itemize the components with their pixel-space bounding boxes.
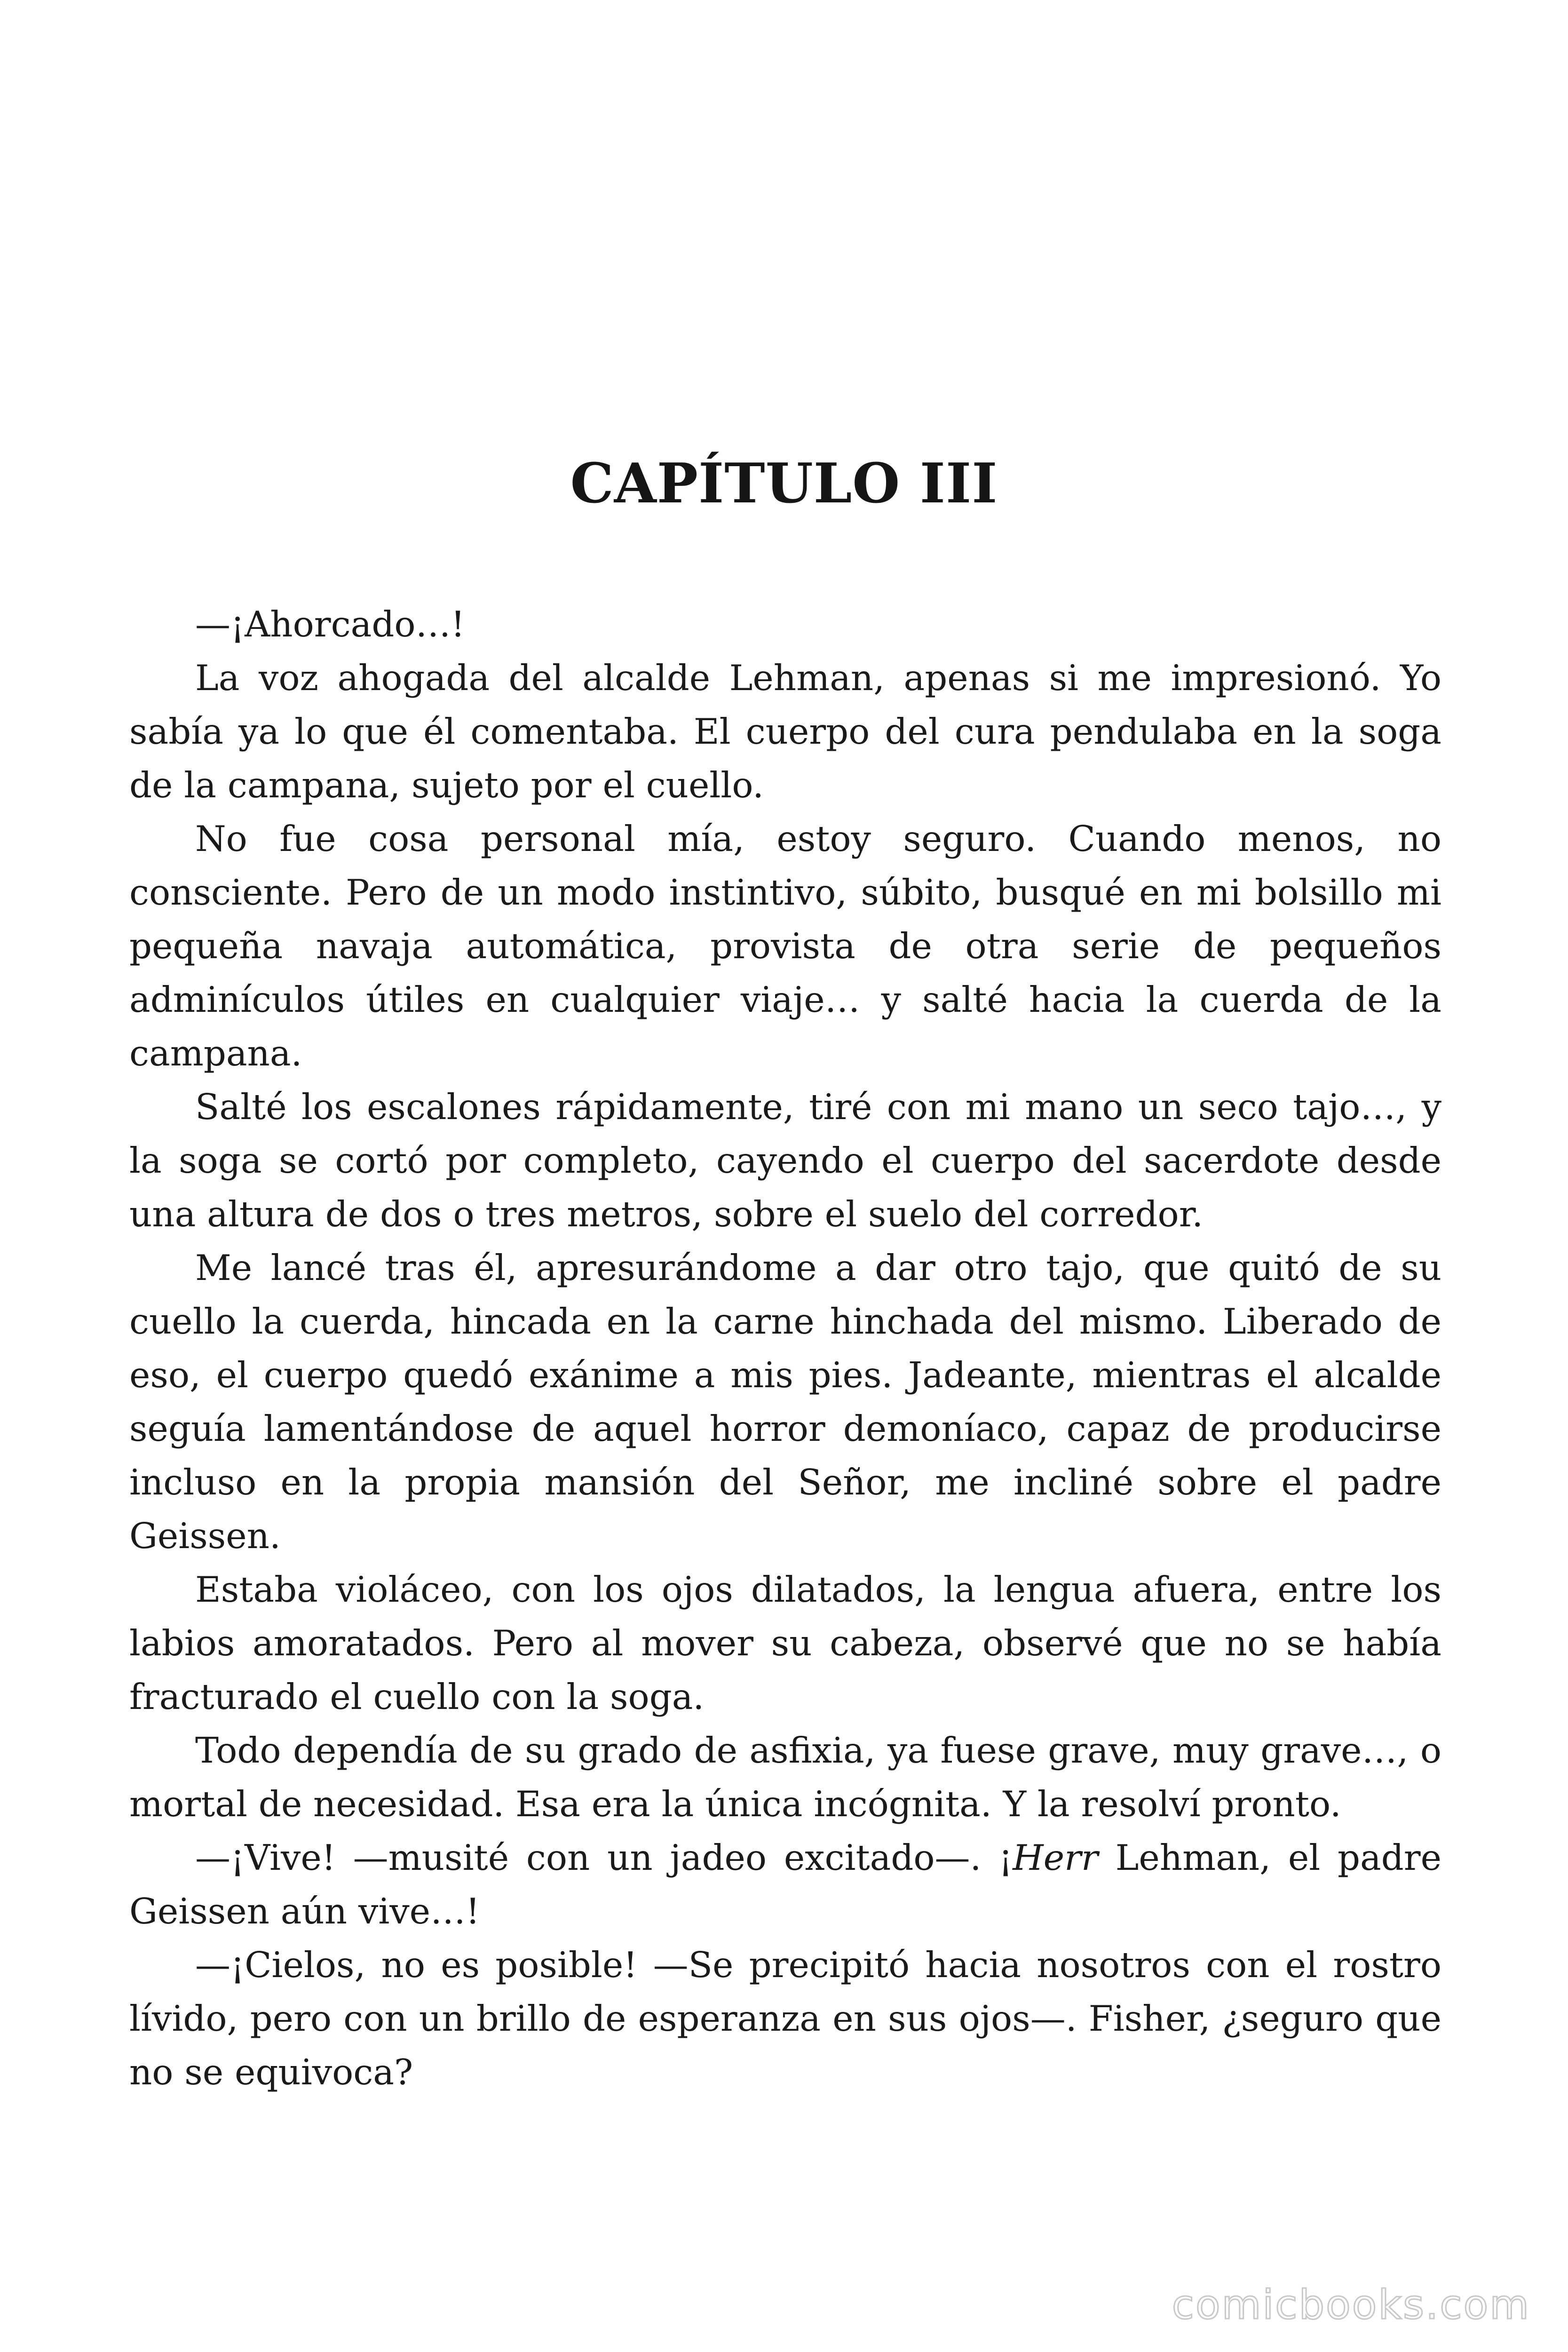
paragraph-italic-text: Herr [1013,1837,1098,1878]
paragraph: Todo dependía de su grado de asfixia, ya fuese grave, muy grave…, o mortal de necesidad. Esa era la única incógnita. Y la resolví pronto. [129,1730,1441,1825]
paragraph: Salté los escalones rápidamente, tiré con mi mano un seco tajo…, y la soga se cortó por completo, cayendo el cuerpo del sacerdote desde una altura de dos o tres metros, sobre el suelo del corredor. [129,1086,1441,1235]
watermark: comicbooks.com [1172,2281,1530,2328]
body-text [129,597,1441,2099]
paragraph-text: Lehman, el padre Geissen aún vive…! [129,1837,1441,1932]
paragraph: —¡Cielos, no es posible! —Se precipitó hacia nosotros con el rostro lívido, pero con un brillo de esperanza en sus ojos—. Fisher, ¿seguro que no se equivoca? [129,1944,1441,2093]
paragraph: —¡Ahorcado…! [195,604,465,645]
paragraph-text: —¡Vive! —musité con un jadeo excitado—. ¡ [195,1837,1013,1878]
chapter-title: CAPÍTULO III [570,452,998,516]
paragraph: Estaba violáceo, con los ojos dilatados, la lengua afuera, entre los labios amoratados. Pero al mover su cabeza, observé que no se había fracturado el cuello con la soga. [129,1569,1441,1717]
paragraph: Me lancé tras él, apresurándome a dar otro tajo, que quitó de su cuello la cuerda, hincada en la carne hinchada del mismo. Liberado de eso, el cuerpo quedó exánime a mis pies. Jadeante, mientras el alcalde seguía lamentándose de aquel horror demoníaco, capaz de producirse incluso en la propia mansión del Señor, me incliné sobre el padre Geissen. [129,1247,1441,1557]
paragraph [129,1831,1441,1938]
paragraph: La voz ahogada del alcalde Lehman, apenas si me impresionó. Yo sabía ya lo que él comentaba. El cuerpo del cura pendulaba en la soga de la campana, sujeto por el cuello. [129,657,1441,806]
paragraph: No fue cosa personal mía, estoy seguro. Cuando menos, no consciente. Pero de un modo instintivo, súbito, busqué en mi bolsillo mi pequeña navaja automática, provista de otra serie de pequeños adminículos útiles en cualquier viaje… y salté hacia la cuerda de la campana. [129,818,1441,1074]
